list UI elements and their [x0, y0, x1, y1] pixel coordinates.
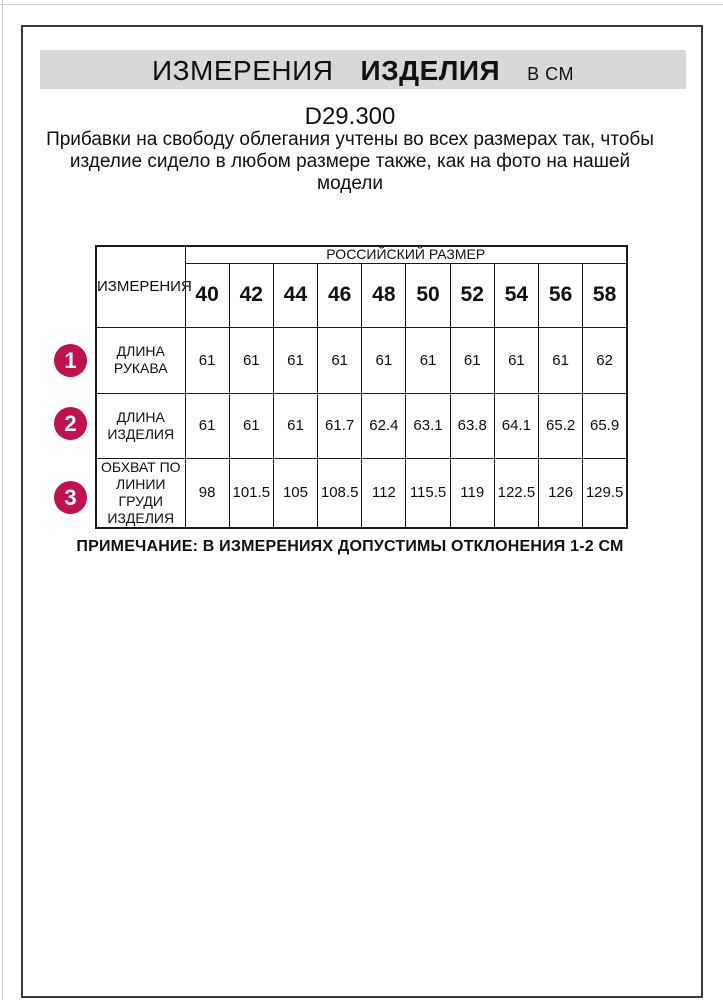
marker-number: 3 — [64, 484, 77, 510]
value-cell: 62.4 — [362, 393, 406, 458]
value-cell: 61 — [494, 327, 538, 393]
value-cell: 61 — [273, 327, 317, 393]
value-cell: 101.5 — [229, 458, 273, 528]
row-label-line: ГРУДИ — [118, 492, 163, 509]
size-header-cell: 50 — [406, 263, 450, 327]
size-table — [95, 245, 628, 529]
value-cell: 61 — [185, 327, 229, 393]
value-cell: 61 — [273, 393, 317, 458]
row-label — [96, 327, 185, 393]
value-cell: 61.7 — [318, 393, 362, 458]
size-header-cell: 48 — [362, 263, 406, 327]
product-description — [30, 129, 670, 195]
size-table-container — [95, 245, 628, 529]
value-cell: 115.5 — [406, 458, 450, 528]
value-cell: 61 — [539, 327, 583, 393]
value-cell: 108.5 — [318, 458, 362, 528]
value-cell: 61 — [229, 327, 273, 393]
row-label-line: РУКАВА — [113, 360, 168, 376]
row-marker-3 — [54, 481, 87, 514]
row-label-line: ИЗДЕЛИЯ — [107, 425, 175, 442]
title-unit: В СМ — [527, 64, 574, 84]
page-frame — [21, 25, 703, 998]
measurement-row-sleeve-length — [96, 327, 627, 393]
row-label-line: ЛИНИИ — [116, 475, 166, 492]
value-cell: 63.8 — [450, 393, 494, 458]
value-cell: 112 — [362, 458, 406, 528]
row-label-line: ОБХВАТ ПО — [100, 458, 181, 475]
row-label — [96, 393, 185, 458]
value-cell: 63.1 — [406, 393, 450, 458]
value-cell: 105 — [273, 458, 317, 528]
value-cell: 61 — [185, 393, 229, 458]
value-cell: 98 — [185, 458, 229, 528]
description-line: Прибавки на свободу облегания учтены во всех размерах так, чтобы — [46, 129, 654, 150]
size-header-cell: 56 — [539, 263, 583, 327]
marker-number: 1 — [64, 347, 77, 373]
value-cell: 119 — [450, 458, 494, 528]
title-banner — [40, 50, 686, 89]
row-label-line: ДЛИНА — [116, 343, 165, 359]
measurement-row-chest-girth — [96, 458, 627, 528]
note-text: ПРИМЕЧАНИЕ: В ИЗМЕРЕНИЯХ ДОПУСТИМЫ ОТКЛОНЕНИЯ 1-2 СМ — [76, 538, 624, 555]
row-label-line: ДЛИНА — [116, 408, 165, 425]
model-code: D29.300 — [304, 103, 396, 130]
value-cell: 61 — [318, 327, 362, 393]
table-header-row — [96, 246, 627, 263]
row-label-line: ИЗДЕЛИЯ — [107, 509, 175, 526]
description-line: изделие сидело в любом размере также, как на фото на нашей — [69, 151, 631, 172]
size-header-cell: 40 — [185, 263, 229, 327]
value-cell: 65.2 — [539, 393, 583, 458]
group-header-cell: РОССИЙСКИЙ РАЗМЕР — [185, 246, 627, 263]
value-cell: 61 — [229, 393, 273, 458]
marker-number: 2 — [64, 410, 77, 436]
value-cell: 126 — [539, 458, 583, 528]
size-header-cell: 44 — [273, 263, 317, 327]
value-cell: 129.5 — [583, 458, 627, 528]
value-cell: 61 — [406, 327, 450, 393]
size-header-cell: 58 — [583, 263, 627, 327]
row-marker-2 — [54, 407, 87, 440]
value-cell: 62 — [583, 327, 627, 393]
row-marker-1 — [54, 344, 87, 377]
value-cell: 61 — [362, 327, 406, 393]
value-cell: 64.1 — [494, 393, 538, 458]
title-measurements: ИЗМЕРЕНИЯ — [152, 55, 334, 86]
size-header-cell: 52 — [450, 263, 494, 327]
page-edge-line-top — [0, 4, 723, 5]
value-cell: 65.9 — [583, 393, 627, 458]
size-header-cell: 46 — [318, 263, 362, 327]
value-cell: 122.5 — [494, 458, 538, 528]
corner-header-cell: ИЗМЕРЕНИЯ — [96, 246, 185, 327]
row-label — [96, 458, 185, 528]
measurement-row-garment-length — [96, 393, 627, 458]
description-line: модели — [317, 173, 383, 194]
title-product: ИЗДЕЛИЯ — [360, 55, 501, 86]
size-header-cell: 42 — [229, 263, 273, 327]
size-header-cell: 54 — [494, 263, 538, 327]
value-cell: 61 — [450, 327, 494, 393]
page-edge-line-left — [2, 0, 3, 1000]
